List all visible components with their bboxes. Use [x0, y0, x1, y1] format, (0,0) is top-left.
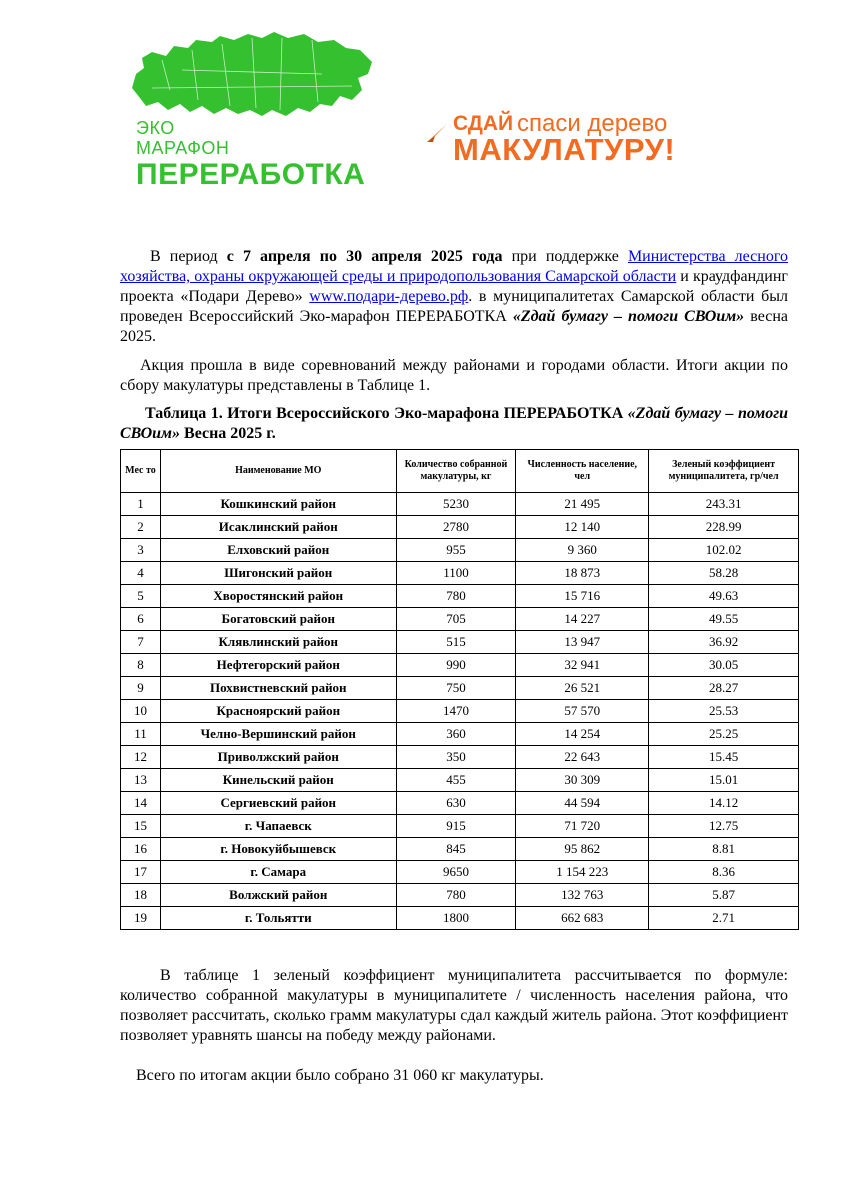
cell-coefficient: 14.12 — [649, 792, 799, 815]
cell-place: 13 — [121, 769, 161, 792]
cell-name: Хворостянский район — [160, 585, 396, 608]
cell-population: 12 140 — [516, 516, 649, 539]
cell-name: г. Самара — [160, 861, 396, 884]
cell-coefficient: 30.05 — [649, 654, 799, 677]
cell-amount: 990 — [396, 654, 516, 677]
cell-place: 2 — [121, 516, 161, 539]
intro-paragraph — [120, 247, 788, 347]
intro-slogan: «Zдай бумагу – помоги СВОим» — [512, 308, 745, 325]
header-population: Численность население, чел — [516, 450, 649, 493]
cell-coefficient: 15.01 — [649, 769, 799, 792]
cell-population: 14 227 — [516, 608, 649, 631]
cell-amount: 750 — [396, 677, 516, 700]
cell-amount: 1100 — [396, 562, 516, 585]
cell-population: 26 521 — [516, 677, 649, 700]
caption-slogan: «Zдай бумагу – помоги СВОим» — [120, 405, 789, 442]
cell-place: 18 — [121, 884, 161, 907]
cell-name: Кошкинский район — [160, 493, 396, 516]
cell-population: 32 941 — [516, 654, 649, 677]
cell-population: 15 716 — [516, 585, 649, 608]
cell-name: Богатовский район — [160, 608, 396, 631]
cell-place: 5 — [121, 585, 161, 608]
cell-population: 57 570 — [516, 700, 649, 723]
russia-map-icon — [122, 30, 382, 125]
cell-place: 10 — [121, 700, 161, 723]
table-row — [121, 608, 799, 631]
cell-place: 17 — [121, 861, 161, 884]
cell-place: 8 — [121, 654, 161, 677]
cell-population: 9 360 — [516, 539, 649, 562]
logo-eko-text: ЭКО — [136, 118, 175, 138]
cell-coefficient: 228.99 — [649, 516, 799, 539]
cell-amount: 360 — [396, 723, 516, 746]
eco-marathon-logo — [122, 30, 382, 195]
cell-name: Сергиевский район — [160, 792, 396, 815]
header-name: Наименование МО — [160, 450, 396, 493]
table-row — [121, 746, 799, 769]
cell-coefficient: 58.28 — [649, 562, 799, 585]
caption-main: Таблица 1. Итоги Всероссийского Эко-марафона ПЕРЕРАБОТКА — [145, 405, 628, 422]
cell-coefficient: 25.53 — [649, 700, 799, 723]
cell-coefficient: 2.71 — [649, 907, 799, 930]
cell-amount: 630 — [396, 792, 516, 815]
cell-name: Нефтегорский район — [160, 654, 396, 677]
table-row — [121, 838, 799, 861]
site-link[interactable]: www.подари-дерево.рф — [309, 288, 469, 305]
cell-place: 19 — [121, 907, 161, 930]
intro-dates: с 7 апреля по 30 апреля 2025 года — [226, 248, 503, 265]
cell-coefficient: 36.92 — [649, 631, 799, 654]
formula-paragraph: В таблице 1 зеленый коэффициент муниципалитета рассчитывается по формуле: количество собранной макулатуры в муниципалитете / численность населения района, что позволяет рассчитать, сколько грамм макулатуры сдал каждый житель района. Этот коэффициент позволяет уравнять шансы на победу между районами. — [120, 967, 788, 1044]
cell-population: 132 763 — [516, 884, 649, 907]
cell-population: 18 873 — [516, 562, 649, 585]
table-row — [121, 585, 799, 608]
cell-population: 71 720 — [516, 815, 649, 838]
cell-amount: 1470 — [396, 700, 516, 723]
cell-place: 6 — [121, 608, 161, 631]
cell-amount: 350 — [396, 746, 516, 769]
cell-population: 1 154 223 — [516, 861, 649, 884]
paper-plane-icon — [425, 122, 449, 144]
cell-coefficient: 28.27 — [649, 677, 799, 700]
logo-sdai-text: СДАЙ — [453, 112, 514, 135]
ministry-link[interactable]: Министерства лесного хозяйства, охраны окружающей среды и природопользования Самарской области — [120, 248, 788, 285]
cell-amount: 2780 — [396, 516, 516, 539]
table-row — [121, 700, 799, 723]
results-table — [120, 449, 799, 930]
cell-name: Исаклинский район — [160, 516, 396, 539]
cell-population: 30 309 — [516, 769, 649, 792]
logo-pererabotka-text: ПЕРЕРАБОТКА — [136, 158, 366, 191]
cell-name: Кинельский район — [160, 769, 396, 792]
cell-amount: 1800 — [396, 907, 516, 930]
cell-amount: 845 — [396, 838, 516, 861]
cell-coefficient: 8.81 — [649, 838, 799, 861]
table-caption — [120, 404, 788, 444]
table-row — [121, 723, 799, 746]
results-paragraph: Акция прошла в виде соревнований между районами и городами области. Итоги акции по сбору макулатуры представлены в Таблице 1. — [120, 357, 788, 394]
donate-paper-logo — [425, 110, 695, 170]
cell-amount: 780 — [396, 884, 516, 907]
cell-amount: 705 — [396, 608, 516, 631]
table-row — [121, 677, 799, 700]
cell-place: 15 — [121, 815, 161, 838]
cell-place: 3 — [121, 539, 161, 562]
cell-coefficient: 243.31 — [649, 493, 799, 516]
cell-name: Челно-Вершинский район — [160, 723, 396, 746]
cell-population: 95 862 — [516, 838, 649, 861]
logo-makulatura-text: МАКУЛАТУРУ! — [453, 132, 676, 167]
cell-name: Приволжский район — [160, 746, 396, 769]
cell-name: Клявлинский район — [160, 631, 396, 654]
table-row — [121, 815, 799, 838]
header-place: Мес то — [121, 450, 161, 493]
table-row — [121, 562, 799, 585]
total-paragraph: Всего по итогам акции было собрано 31 060 кг макулатуры. — [136, 1067, 544, 1084]
cell-coefficient: 12.75 — [649, 815, 799, 838]
cell-population: 21 495 — [516, 493, 649, 516]
cell-amount: 515 — [396, 631, 516, 654]
table-row — [121, 493, 799, 516]
cell-name: г. Тольятти — [160, 907, 396, 930]
cell-name: Красноярский район — [160, 700, 396, 723]
cell-coefficient: 8.36 — [649, 861, 799, 884]
cell-population: 13 947 — [516, 631, 649, 654]
intro-support: при поддержке — [502, 248, 628, 265]
cell-amount: 455 — [396, 769, 516, 792]
cell-coefficient: 25.25 — [649, 723, 799, 746]
table-header-row — [121, 450, 799, 493]
cell-place: 7 — [121, 631, 161, 654]
cell-place: 14 — [121, 792, 161, 815]
cell-coefficient: 49.63 — [649, 585, 799, 608]
cell-place: 16 — [121, 838, 161, 861]
cell-amount: 780 — [396, 585, 516, 608]
cell-amount: 915 — [396, 815, 516, 838]
cell-place: 9 — [121, 677, 161, 700]
cell-place: 12 — [121, 746, 161, 769]
intro-lead: В период — [150, 248, 227, 265]
cell-amount: 5230 — [396, 493, 516, 516]
table-row — [121, 631, 799, 654]
table-row — [121, 516, 799, 539]
cell-place: 4 — [121, 562, 161, 585]
cell-coefficient: 49.55 — [649, 608, 799, 631]
cell-name: Шигонский район — [160, 562, 396, 585]
logo-save-tree-text: спаси дерево — [517, 110, 668, 137]
table-row — [121, 792, 799, 815]
table-row — [121, 539, 799, 562]
cell-amount: 955 — [396, 539, 516, 562]
table-row — [121, 884, 799, 907]
cell-population: 44 594 — [516, 792, 649, 815]
caption-tail: Весна 2025 г. — [180, 425, 276, 442]
cell-place: 11 — [121, 723, 161, 746]
cell-coefficient: 5.87 — [649, 884, 799, 907]
cell-amount: 9650 — [396, 861, 516, 884]
cell-name: Елховский район — [160, 539, 396, 562]
cell-coefficient: 102.02 — [649, 539, 799, 562]
header-amount: Количество собранной макулатуры, кг — [396, 450, 516, 493]
table-row — [121, 654, 799, 677]
table-row — [121, 769, 799, 792]
table-row — [121, 861, 799, 884]
intro-season: весна 2025. — [120, 308, 788, 345]
table-row — [121, 907, 799, 930]
logo-marathon-text: МАРАФОН — [136, 138, 230, 158]
cell-name: Волжский район — [160, 884, 396, 907]
cell-name: г. Новокуйбышевск — [160, 838, 396, 861]
intro-rest: . в муниципалитетах Самарской области был проведен Всероссийский Эко-марафон ПЕРЕРАБОТКА — [120, 288, 788, 325]
cell-place: 1 — [121, 493, 161, 516]
cell-name: Похвистневский район — [160, 677, 396, 700]
cell-population: 22 643 — [516, 746, 649, 769]
header-coefficient: Зеленый коэффициент муниципалитета, гр/чел — [649, 450, 799, 493]
cell-population: 14 254 — [516, 723, 649, 746]
intro-crowdfunding: и краудфандинг проекта «Подари Дерево» — [120, 268, 788, 305]
cell-population: 662 683 — [516, 907, 649, 930]
cell-coefficient: 15.45 — [649, 746, 799, 769]
cell-name: г. Чапаевск — [160, 815, 396, 838]
